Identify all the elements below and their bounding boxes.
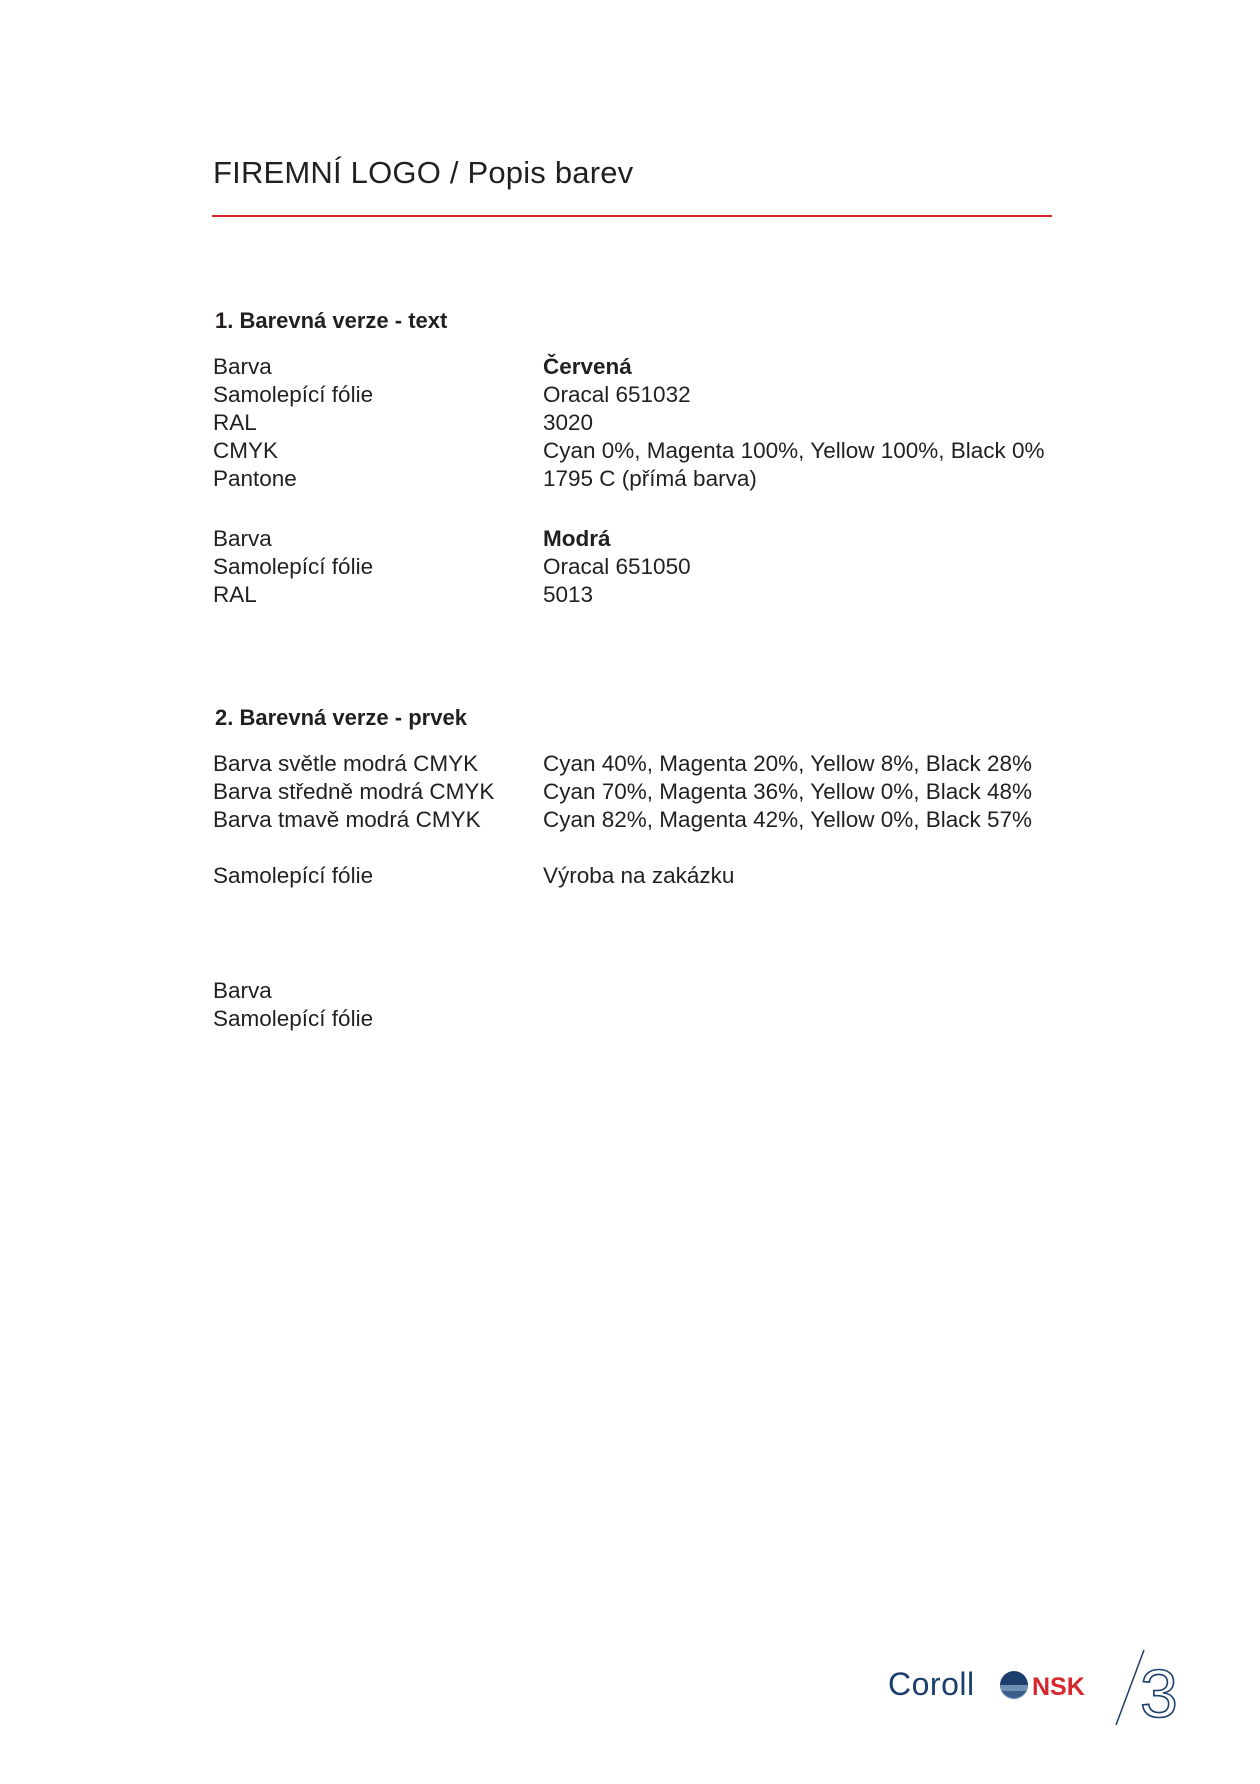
brand-circle-icon [1000,1671,1028,1699]
spec-label: RAL [213,582,257,607]
spec-value: Cyan 40%, Magenta 20%, Yellow 8%, Black 28% [543,751,1033,776]
spec-value: 5013 [543,582,594,607]
spec-value: Oracal 651050 [543,554,691,579]
spec-value: Modrá [543,526,611,551]
spec-label: Samolepící fólie [213,382,374,407]
spec-label: RAL [213,410,257,435]
spec-label: Barva středně modrá CMYK [213,779,495,804]
spec-label: Samolepící fólie [213,554,374,579]
spec-label: Barva [213,526,272,551]
spec-label: Samolepící fólie [213,1006,374,1031]
spec-value: Červená [543,354,632,379]
title-divider [212,215,1052,217]
section-2-heading: 2. Barevná verze - prvek [215,705,467,730]
spec-value: Oracal 651032 [543,382,691,407]
spec-value: Cyan 0%, Magenta 100%, Yellow 100%, Black 0% [543,438,1045,463]
footer-brand [888,1645,1188,1725]
spec-value: 1795 C (přímá barva) [543,466,757,491]
spec-label: Barva světle modrá CMYK [213,751,479,776]
coroll-nsk-logo [888,1645,1188,1725]
spec-label: Barva tmavě modrá CMYK [213,807,481,832]
spec-value: Cyan 70%, Magenta 36%, Yellow 0%, Black 48% [543,779,1033,804]
spec-value: Cyan 82%, Magenta 42%, Yellow 0%, Black 57% [543,807,1033,832]
spec-value: Výroba na zakázku [543,863,735,888]
spec-label: CMYK [213,438,279,463]
spec-label: Samolepící fólie [213,863,374,888]
section-1-heading: 1. Barevná verze - text [215,308,448,333]
spec-label: Barva [213,354,272,379]
spec-label: Pantone [213,466,297,491]
page-title: FIREMNÍ LOGO / Popis barev [213,155,634,190]
brand-text-2: NSK [1032,1673,1085,1701]
spec-value: 3020 [543,410,594,435]
brand-text: Coroll [888,1666,975,1702]
spec-label: Barva [213,978,272,1003]
page-number: 3 [1140,1656,1178,1725]
